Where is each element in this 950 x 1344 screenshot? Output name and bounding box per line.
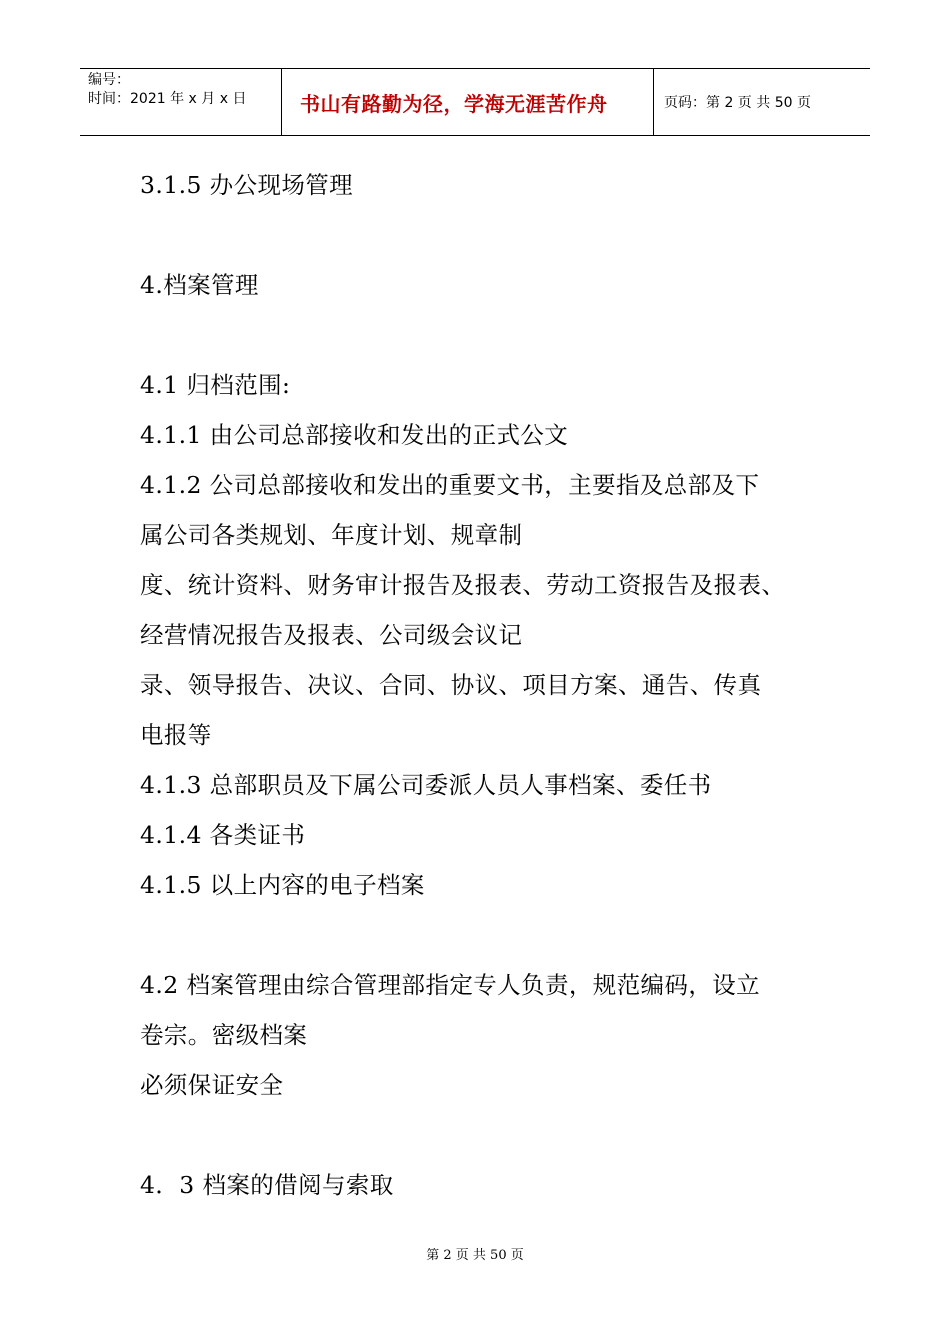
page-header — [80, 68, 870, 136]
document-time-label: 时间：2021 年 x 月 x 日 — [88, 91, 247, 107]
list-item: 4.1.4 各类证书 — [140, 821, 306, 849]
paragraph-gap — [140, 310, 840, 360]
list-item: 4.1.5 以上内容的电子档案 — [140, 871, 425, 899]
page-footer: 第 2 页 共 50 页 — [426, 1248, 524, 1263]
section-heading: 3.1.5 办公现场管理 — [140, 171, 354, 199]
document-number-label: 编号： — [88, 72, 130, 88]
section-heading: 4.档案管理 — [140, 271, 259, 299]
list-item: 4.1.3 总部职员及下属公司委派人员人事档案、委任书 — [140, 771, 712, 799]
subsection-heading: 4．3 档案的借阅与索取 — [140, 1171, 394, 1199]
paragraph-gap — [140, 910, 840, 960]
text-line: 属公司各类规划、年度计划、规章制 — [140, 521, 523, 549]
header-page-info: 页码：第 2 页 共 50 页 — [664, 95, 811, 111]
header-motto: 书山有路勤为径，学海无涯苦作舟 — [282, 69, 654, 135]
header-meta-cell — [80, 69, 282, 135]
subsection-heading: 4.1 归档范围: — [140, 371, 291, 399]
list-item: 4.1.1 由公司总部接收和发出的正式公文 — [140, 421, 569, 449]
text-line: 卷宗。密级档案 — [140, 1021, 308, 1049]
text-line: 经营情况报告及报表、公司级会议记 — [140, 621, 523, 649]
text-line: 电报等 — [140, 721, 212, 749]
paragraph-gap — [140, 1110, 840, 1160]
subsection-heading: 4.2 档案管理由综合管理部指定专人负责，规范编码，设立 — [140, 971, 761, 999]
text-line: 录、领导报告、决议、合同、协议、项目方案、通告、传真 — [140, 671, 762, 699]
paragraph-gap — [140, 210, 840, 260]
text-line: 必须保证安全 — [140, 1071, 284, 1099]
list-item: 4.1.2 公司总部接收和发出的重要文书，主要指及总部及下 — [140, 471, 760, 499]
document-body — [140, 160, 840, 1210]
text-line: 度、统计资料、财务审计报告及报表、劳动工资报告及报表、 — [140, 571, 786, 599]
